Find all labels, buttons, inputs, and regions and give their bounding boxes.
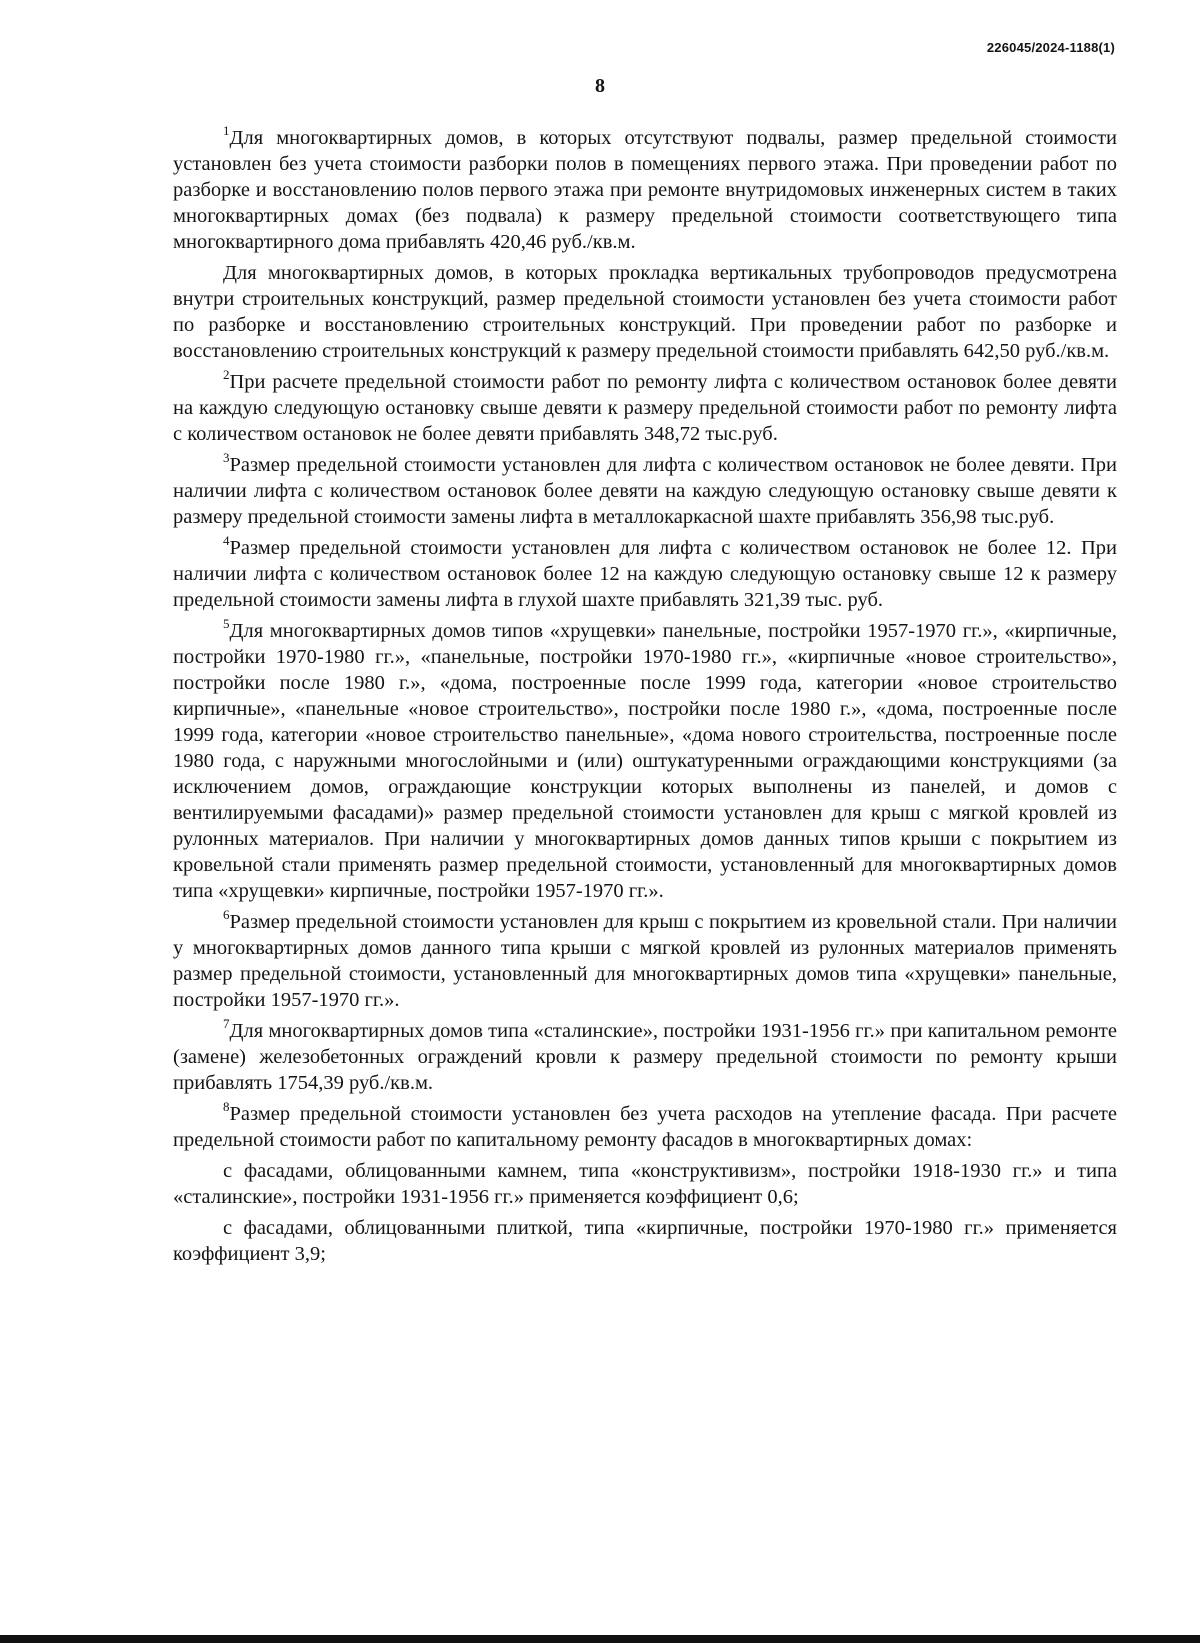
facade-tile-paragraph — [173, 1215, 1117, 1267]
paragraph-text: Размер предельной стоимости установлен для лифта с количеством остановок не более девяти. При наличии лифта с количеством остановок более девяти на каждую следующую остановку свыше девяти к размеру предельной стоимости замены лифта в металлокаркасной шахте прибавлять 356,98 тыс.руб. — [173, 454, 1117, 528]
paragraph-text: с фасадами, облицованными плиткой, типа «кирпичные, постройки 1970-1980 гг.» применяется коэффициент 3,9; — [173, 1217, 1117, 1265]
paragraph-text: Для многоквартирных домов, в которых отсутствуют подвалы, размер предельной стоимости установлен без учета стоимости разборки полов в помещениях первого этажа. При проведении работ по разборке и восстановлению полов первого этажа при ремонте внутридомовых инженерных систем в таких многоквартирных домах (без подвала) к размеру предельной стоимости соответствующего типа многоквартирного дома прибавлять 420,46 руб./кв.м. — [173, 127, 1117, 253]
footnote-7-paragraph — [173, 1018, 1117, 1096]
paragraph-text: Для многоквартирных домов типов «хрущевки» панельные, постройки 1957-1970 гг.», «кирпичные, постройки 1970-1980 гг.», «панельные, постройки 1970-1980 гг.», «кирпичные «новое строительство», постройки после 1980 г.», «дома, построенные после 1999 года, категории «новое строительство кирпичные», «панельные «новое строительство», постройки после 1980 г.», «дома, построенные после 1999 года, категории «новое строительство панельные», «дома нового строительства, построенные после 1980 года, с наружными многослойными и (или) оштукатуренными ограждающими конструкциями (за исключением домов, ограждающие конструкции которых выполнены из панелей, и домов с вентилируемыми фасадами)» размер предельной стоимости установлен для крыш с мягкой кровлей из рулонных материалов. При наличии у многоквартирных домов данных типов крыши с покрытием из кровельной стали применять размер предельной стоимости, установленный для многоквартирных домов типа «хрущевки» кирпичные, постройки 1957-1970 гг.». — [173, 620, 1117, 902]
scan-bottom-edge — [0, 1635, 1200, 1643]
footnote-6-paragraph — [173, 909, 1117, 1013]
paragraph-text: При расчете предельной стоимости работ по ремонту лифта с количеством остановок более девяти на каждую следующую остановку свыше девяти к размеру предельной стоимости работ по ремонту лифта с количеством остановок не более девяти прибавлять 348,72 тыс.руб. — [173, 371, 1117, 445]
footnote-5-paragraph — [173, 618, 1117, 904]
document-body — [173, 125, 1117, 1272]
footnote-1-paragraph — [173, 125, 1117, 255]
paragraph-text: с фасадами, облицованными камнем, типа «конструктивизм», постройки 1918-1930 гг.» и типа «сталинские», постройки 1931-1956 гг.» применяется коэффициент 0,6; — [173, 1160, 1117, 1208]
footnote-3-paragraph — [173, 452, 1117, 530]
paragraph-text: Размер предельной стоимости установлен без учета расходов на утепление фасада. При расчете предельной стоимости работ по капитальному ремонту фасадов в многоквартирных домах: — [173, 1103, 1117, 1151]
footnote-mark: 3 — [223, 450, 230, 466]
footnote-4-paragraph — [173, 535, 1117, 613]
footnote-mark: 1 — [223, 123, 230, 139]
footnote-mark: 5 — [223, 616, 230, 632]
footnote-mark: 4 — [223, 533, 230, 549]
footnote-mark: 2 — [223, 367, 230, 383]
paragraph-text: Размер предельной стоимости установлен для лифта с количеством остановок не более 12. При наличии лифта с количеством остановок более 12 на каждую следующую остановку свыше 12 к размеру предельной стоимости замены лифта в глухой шахте прибавлять 321,39 тыс. руб. — [173, 537, 1117, 611]
footnote-mark: 6 — [223, 907, 230, 923]
footnote-1-continuation-paragraph — [173, 260, 1117, 364]
paragraph-text: Для многоквартирных домов, в которых прокладка вертикальных трубопроводов предусмотрена внутри строительных конструкций, размер предельной стоимости установлен без учета стоимости работ по разборке и восстановлению строительных конструкций. При проведении работ по разборке и восстановлению строительных конструкций к размеру предельной стоимости прибавлять 642,50 руб./кв.м. — [173, 262, 1117, 362]
paragraph-text: Размер предельной стоимости установлен для крыш с покрытием из кровельной стали. При наличии у многоквартирных домов данного типа крыши с мягкой кровлей из рулонных материалов применять размер предельной стоимости, установленный для многоквартирных домов типа «хрущевки» панельные, постройки 1957-1970 гг.». — [173, 911, 1117, 1011]
facade-stone-paragraph — [173, 1158, 1117, 1210]
footnote-mark: 7 — [223, 1016, 230, 1032]
document-id: 226045/2024-1188(1) — [986, 40, 1115, 55]
page-number: 8 — [595, 75, 605, 97]
footnote-mark: 8 — [223, 1099, 230, 1115]
paragraph-text: Для многоквартирных домов типа «сталинские», постройки 1931-1956 гг.» при капитальном ремонте (замене) железобетонных ограждений кровли к размеру предельной стоимости по ремонту крыши прибавлять 1754,39 руб./кв.м. — [173, 1020, 1117, 1094]
footnote-8-paragraph — [173, 1101, 1117, 1153]
footnote-2-paragraph — [173, 369, 1117, 447]
